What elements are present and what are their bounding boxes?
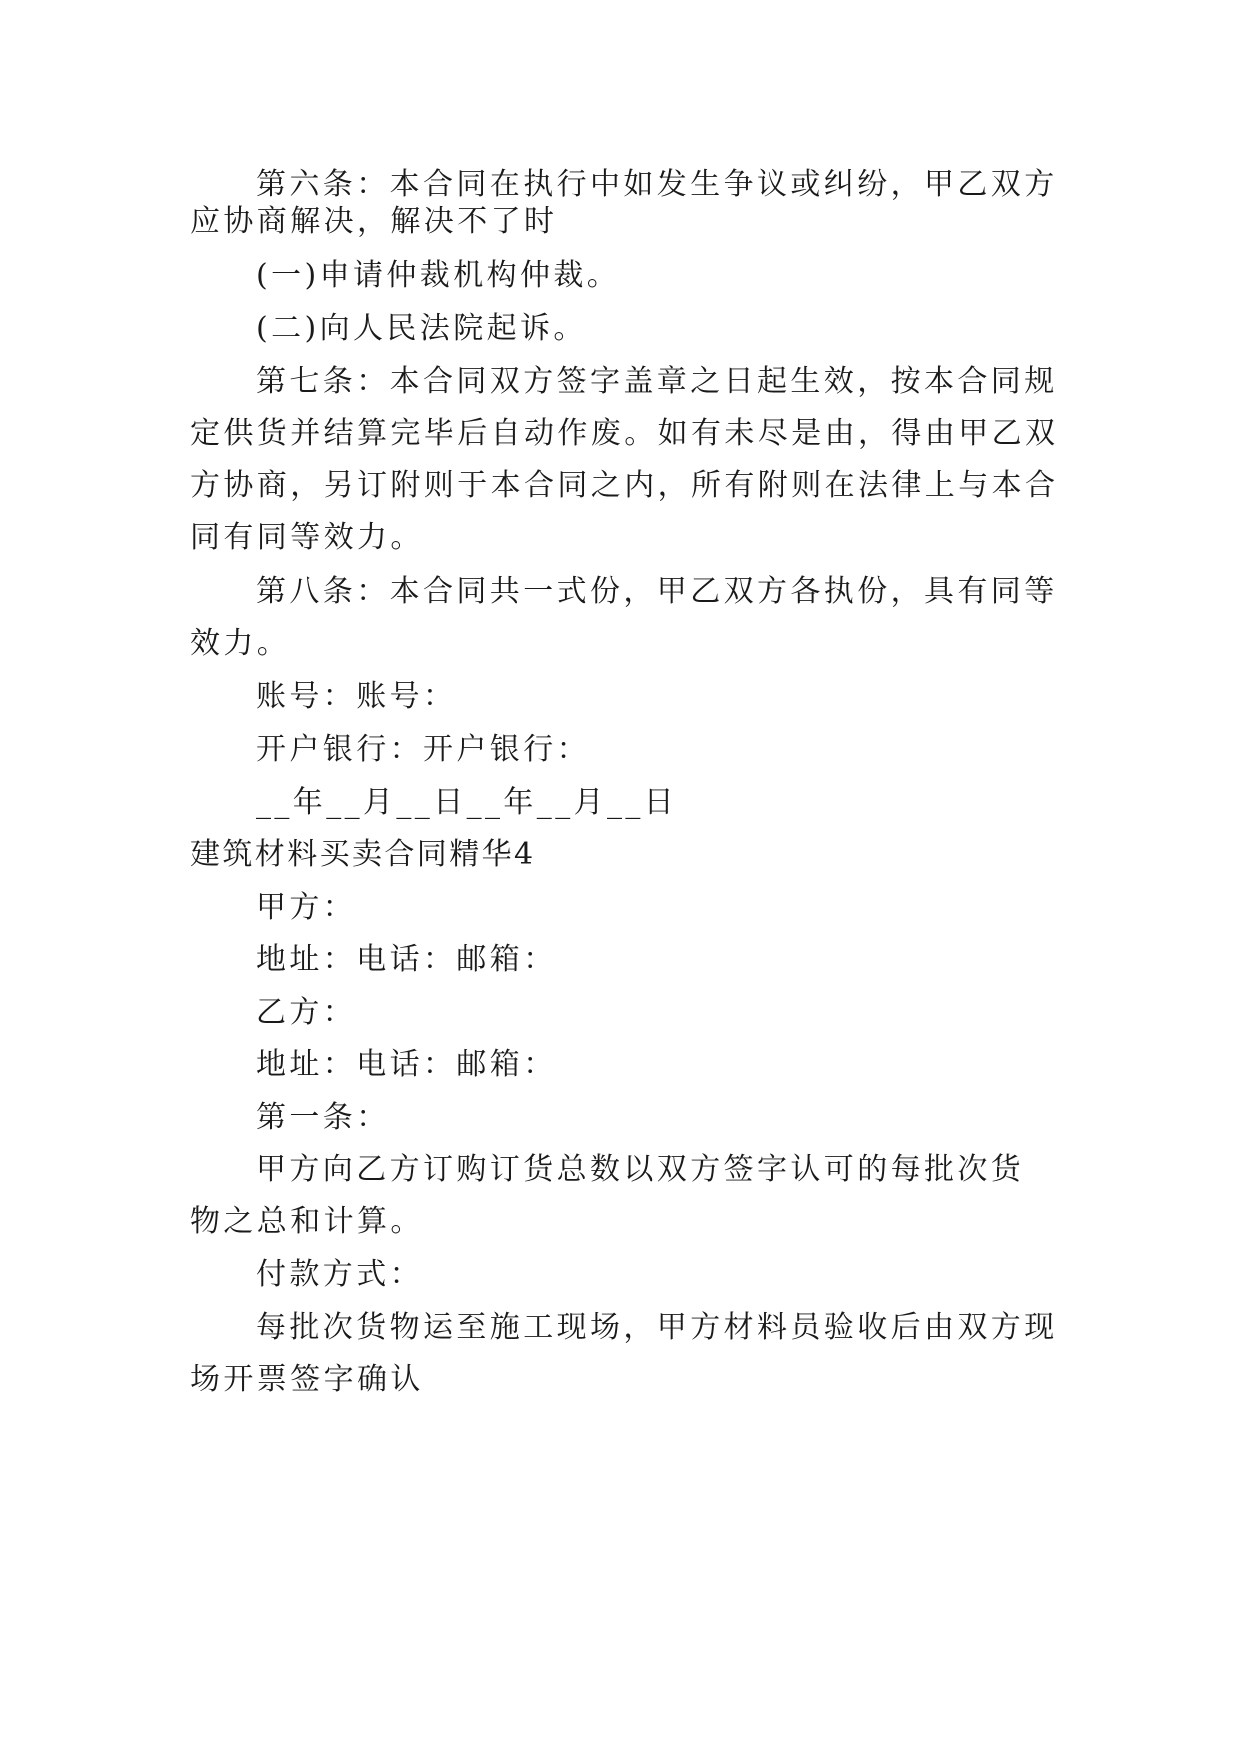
article-1-heading: 第一条： <box>256 1100 390 1135</box>
article-6-line-2: 应协商解决，解决不了时 <box>190 204 558 239</box>
article-8-line-1: 第八条：本合同共一式份，甲乙双方各执份，具有同等 <box>256 574 1058 609</box>
contract-title: 建筑材料买卖合同精华4 <box>190 837 536 872</box>
party-a-label: 甲方： <box>256 890 357 925</box>
bank-line: 开户银行：开户银行： <box>256 732 590 767</box>
payment-line-2: 场开票签字确认 <box>190 1362 424 1397</box>
date-line: __年__月__日__年__月__日 <box>256 785 678 820</box>
account-number-line: 账号：账号： <box>256 679 457 714</box>
party-a-contact: 地址：电话：邮箱： <box>256 942 557 977</box>
article-6-line-1: 第六条：本合同在执行中如发生争议或纠纷，甲乙双方 <box>256 167 1058 202</box>
party-b-contact: 地址：电话：邮箱： <box>256 1047 557 1082</box>
article-8-line-2: 效力。 <box>190 626 291 661</box>
party-b-label: 乙方： <box>256 995 357 1030</box>
article-1-line-1: 甲方向乙方订购订货总数以双方签字认可的每批次货 <box>256 1152 1025 1187</box>
dispute-option-1: (一)申请仲裁机构仲裁。 <box>256 258 621 293</box>
article-7-line-1: 第七条：本合同双方签字盖章之日起生效，按本合同规 <box>256 364 1058 399</box>
article-7-line-2: 定供货并结算完毕后自动作废。如有未尽是由，得由甲乙双 <box>190 416 1059 451</box>
dispute-option-2: (二)向人民法院起诉。 <box>256 311 587 346</box>
article-7-line-4: 同有同等效力。 <box>190 520 424 555</box>
article-1-line-2: 物之总和计算。 <box>190 1204 424 1239</box>
payment-method-heading: 付款方式： <box>256 1257 423 1292</box>
article-7-line-3: 方协商，另订附则于本合同之内，所有附则在法律上与本合 <box>190 468 1059 503</box>
payment-line-1: 每批次货物运至施工现场，甲方材料员验收后由双方现 <box>256 1310 1058 1345</box>
